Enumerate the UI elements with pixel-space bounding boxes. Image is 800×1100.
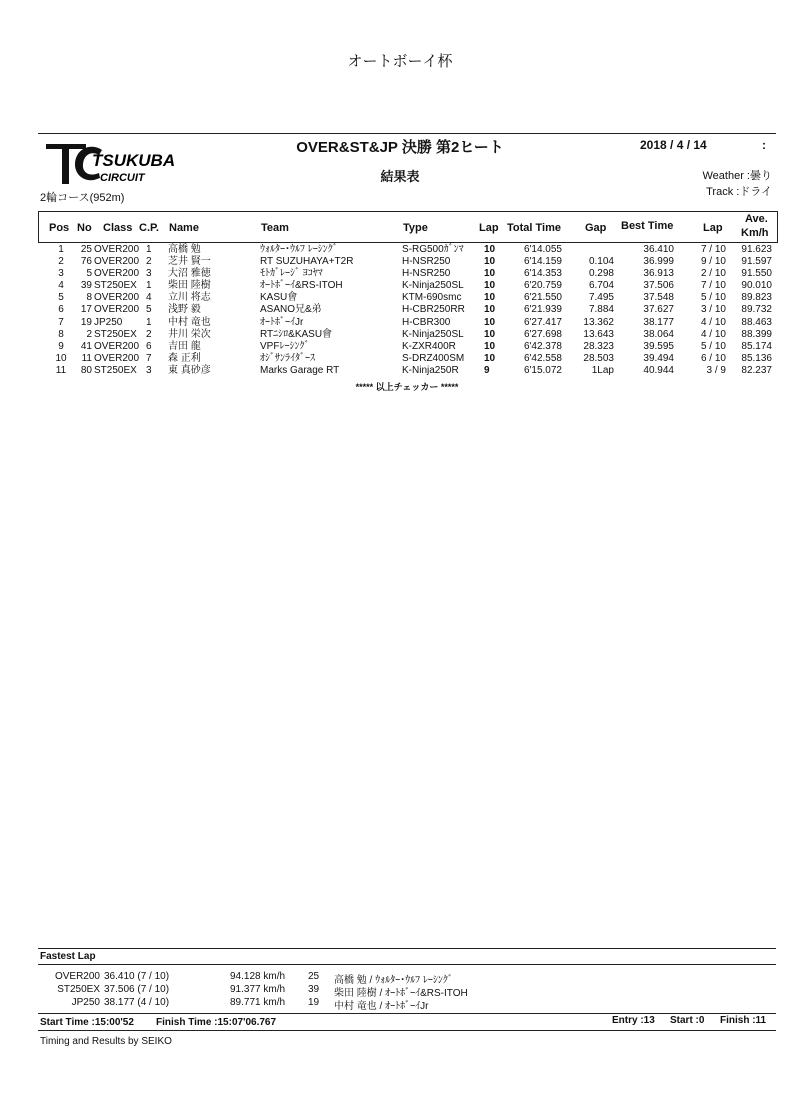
fl-rider: 中村 竜也 / ｵｰﾄﾎﾞｰｲJr	[334, 1001, 429, 1012]
fl-time: 38.177 (4 / 10)	[104, 997, 170, 1008]
machine-type: S-DRZ400SM	[402, 352, 465, 364]
cp: 1	[146, 280, 152, 292]
machine-type: KTM-690smc	[402, 292, 462, 304]
no: 8	[86, 292, 92, 304]
col-lap: Lap	[479, 222, 499, 234]
no: 41	[80, 340, 92, 352]
result-row	[38, 292, 776, 304]
pos: 6	[58, 304, 64, 316]
best-lap: 5 / 10	[700, 292, 726, 304]
track-label: Track :ドライ	[706, 186, 772, 198]
col-ave: Ave.	[745, 213, 768, 225]
footer-rule	[38, 1013, 776, 1014]
best-time: 38.064	[643, 328, 674, 340]
course-label: 2輪コース(952m)	[40, 192, 125, 204]
total-time: 6'14.055	[523, 244, 562, 255]
result-row	[38, 365, 776, 377]
cp: 1	[146, 244, 152, 255]
average-speed: 85.174	[741, 340, 772, 352]
machine-type: K-Ninja250SL	[402, 328, 464, 340]
fastest-top-rule	[38, 948, 776, 949]
machine-type: K-Ninja250R	[402, 364, 459, 376]
no: 80	[80, 364, 92, 376]
no: 2	[86, 328, 92, 340]
class: ST250EX	[94, 328, 137, 340]
best-time: 36.913	[643, 268, 674, 280]
team: ｵｰﾄﾎﾞｰｲJr	[260, 316, 304, 328]
laps: 10	[484, 328, 496, 340]
best-time: 39.494	[643, 352, 674, 364]
class: OVER200	[94, 352, 140, 364]
team: KASU會	[260, 292, 298, 304]
total-time: 6'42.378	[523, 340, 562, 352]
fastest-lap-row	[40, 997, 740, 1012]
team: ｳｫﾙﾀｰ･ｳﾙﾌ ﾚｰｼﾝｸﾞ	[260, 244, 338, 255]
rider-name: 森 正利	[168, 352, 201, 364]
result-row	[38, 244, 776, 256]
fl-time: 36.410 (7 / 10)	[104, 971, 170, 982]
team: ｵｼﾞｻﾝﾗｲﾀﾞｰｽ	[260, 352, 315, 364]
best-time: 37.627	[643, 304, 674, 316]
fl-rider: 高橋 勉 / ｳｫﾙﾀｰ･ｳﾙﾌ ﾚｰｼﾝｸﾞ	[334, 975, 453, 986]
cp: 2	[146, 256, 152, 268]
best-time: 39.595	[643, 340, 674, 352]
result-row	[38, 304, 776, 316]
best-lap: 7 / 10	[700, 280, 726, 292]
team: RT SUZUHAYA+T2R	[260, 256, 354, 268]
team: Marks Garage RT	[260, 364, 340, 376]
cp: 6	[146, 340, 152, 352]
finish-count: Finish :11	[720, 1015, 767, 1026]
gap: 28.323	[583, 340, 614, 352]
best-time: 38.177	[643, 316, 674, 328]
best-lap: 3 / 9	[706, 364, 726, 376]
no: 39	[80, 280, 92, 292]
gap: 7.884	[588, 304, 614, 316]
fastest-lap-row	[40, 971, 740, 986]
class: OVER200	[94, 304, 140, 316]
machine-type: S-RG500ｶﾞﾝﾏ	[402, 244, 464, 255]
pos: 10	[55, 352, 67, 364]
rider-name: 井川 栄次	[168, 328, 211, 340]
col-type: Type	[403, 222, 428, 234]
fl-speed: 94.128 km/h	[230, 971, 286, 982]
average-speed: 85.136	[741, 352, 772, 364]
col-no: No	[77, 222, 92, 234]
col-name: Name	[169, 222, 199, 234]
average-speed: 90.010	[741, 280, 772, 292]
laps: 10	[484, 268, 496, 280]
fl-class: OVER200	[54, 971, 100, 982]
pos: 5	[58, 292, 64, 304]
team: VPFﾚｰｼﾝｸﾞ	[260, 340, 310, 352]
result-row	[38, 280, 776, 292]
fl-speed: 91.377 km/h	[230, 984, 286, 995]
total-time: 6'14.353	[523, 268, 562, 280]
col-class: Class	[103, 222, 133, 234]
average-speed: 82.237	[741, 364, 772, 376]
cp: 3	[146, 364, 152, 376]
start-time: Start Time :15:00'52	[40, 1017, 134, 1028]
gap: 13.643	[583, 328, 614, 340]
cp: 4	[146, 292, 152, 304]
total-time: 6'27.698	[523, 328, 562, 340]
gap: 6.704	[588, 280, 614, 292]
rider-name: 浅野 毅	[168, 304, 201, 316]
rider-name: 高橋 勉	[168, 244, 201, 255]
total-time: 6'14.159	[523, 256, 562, 268]
machine-type: H-CBR250RR	[402, 304, 465, 316]
pos: 2	[58, 256, 64, 268]
date-colon: :	[762, 138, 766, 152]
fastest-title-rule	[38, 964, 776, 965]
col-best-time: Best Time	[621, 220, 674, 232]
fl-speed: 89.771 km/h	[230, 997, 286, 1008]
laps: 10	[484, 316, 496, 328]
race-date: 2018 / 4 / 14	[640, 138, 707, 152]
laps: 10	[484, 244, 496, 255]
total-time: 6'15.072	[523, 364, 562, 376]
laps: 10	[484, 352, 496, 364]
machine-type: H-NSR250	[402, 256, 451, 268]
best-time: 37.506	[643, 280, 674, 292]
race-title: OVER&ST&JP 決勝 第2ヒート	[296, 139, 504, 156]
machine-type: H-CBR300	[402, 316, 451, 328]
results-list	[38, 244, 776, 377]
rider-name: 吉田 龍	[168, 340, 201, 352]
cp: 2	[146, 328, 152, 340]
total-time: 6'27.417	[523, 316, 562, 328]
rider-name: 芝井 賢一	[168, 256, 211, 268]
rider-name: 大沼 雅徳	[168, 268, 211, 280]
machine-type: K-Ninja250SL	[402, 280, 464, 292]
class: ST250EX	[94, 364, 137, 376]
best-time: 37.548	[643, 292, 674, 304]
logo-sub-text: CIRCUIT	[100, 172, 145, 184]
fl-time: 37.506 (7 / 10)	[104, 984, 170, 995]
pos: 4	[58, 280, 64, 292]
timing-credit: Timing and Results by SEIKO	[40, 1036, 172, 1047]
best-lap: 2 / 10	[700, 268, 726, 280]
average-speed: 89.732	[741, 304, 772, 316]
page-header: オートボーイ杯	[347, 53, 453, 70]
cp: 1	[146, 316, 152, 328]
pos: 11	[55, 364, 67, 376]
bottom-rule	[38, 1030, 776, 1031]
gap: 0.298	[588, 268, 614, 280]
fastest-lap-title: Fastest Lap	[40, 951, 96, 962]
class: ST250EX	[94, 280, 137, 292]
result-row	[38, 329, 776, 341]
class: OVER200	[94, 244, 140, 255]
header-top-rule	[38, 133, 776, 134]
col-team: Team	[261, 222, 289, 234]
fl-no: 25	[308, 971, 320, 982]
fastest-lap-row	[40, 984, 740, 999]
total-time: 6'20.759	[523, 280, 562, 292]
cp: 3	[146, 268, 152, 280]
team: ﾓﾄｶﾞﾚｰｼﾞ ﾖｺﾔﾏ	[260, 268, 323, 280]
machine-type: H-NSR250	[402, 268, 451, 280]
race-subtitle: 結果表	[380, 169, 420, 184]
laps: 10	[484, 304, 496, 316]
col-kmh: Km/h	[741, 227, 769, 239]
total-time: 6'21.939	[523, 304, 562, 316]
class: OVER200	[94, 256, 140, 268]
col-best-lap: Lap	[703, 222, 723, 234]
gap: 1Lap	[591, 364, 614, 376]
total-time: 6'21.550	[523, 292, 562, 304]
team: ｵｰﾄﾎﾞｰｲ&RS-ITOH	[260, 280, 343, 292]
total-time: 6'42.558	[523, 352, 562, 364]
class: JP250	[94, 316, 123, 328]
pos: 1	[58, 244, 64, 255]
no: 76	[80, 256, 92, 268]
pos: 9	[58, 340, 64, 352]
laps: 10	[484, 340, 496, 352]
average-speed: 88.463	[741, 316, 772, 328]
results-header	[38, 211, 778, 243]
no: 25	[80, 244, 92, 255]
rider-name: 東 真砂彦	[168, 364, 211, 376]
col-pos: Pos	[49, 222, 70, 234]
gap: 0.104	[588, 256, 614, 268]
machine-type: K-ZXR400R	[402, 340, 456, 352]
result-row	[38, 256, 776, 268]
fl-no: 39	[308, 984, 320, 995]
best-lap: 5 / 10	[700, 340, 726, 352]
laps: 10	[484, 256, 496, 268]
best-lap: 6 / 10	[700, 352, 726, 364]
checker-note: ***** 以上チェッカー *****	[355, 382, 459, 392]
laps: 10	[484, 292, 496, 304]
result-row	[38, 353, 776, 365]
average-speed: 88.399	[741, 328, 772, 340]
rider-name: 柴田 陸樹	[168, 280, 211, 292]
gap: 28.503	[583, 352, 614, 364]
no: 5	[86, 268, 92, 280]
class: OVER200	[94, 340, 140, 352]
best-lap: 7 / 10	[700, 244, 726, 255]
team: ASANO兄&弟	[260, 304, 322, 316]
gap: 13.362	[583, 316, 614, 328]
no: 11	[81, 352, 92, 364]
best-lap: 3 / 10	[700, 304, 726, 316]
team: RTﾆｼﾛ&KASU會	[260, 328, 333, 340]
laps: 9	[484, 364, 490, 376]
best-lap: 4 / 10	[700, 316, 726, 328]
fl-class: ST250EX	[57, 984, 100, 995]
laps: 10	[484, 280, 496, 292]
fl-rider: 柴田 陸樹 / ｵｰﾄﾎﾞｰｲ&RS-ITOH	[334, 988, 468, 999]
class: OVER200	[94, 268, 140, 280]
best-lap: 4 / 10	[700, 328, 726, 340]
col-cp: C.P.	[139, 222, 159, 234]
cp: 7	[146, 352, 152, 364]
entry-count: Entry :13	[612, 1015, 655, 1026]
average-speed: 91.623	[741, 244, 772, 255]
col-gap: Gap	[585, 222, 607, 234]
best-time: 40.944	[643, 364, 674, 376]
no: 17	[80, 304, 92, 316]
pos: 3	[58, 268, 64, 280]
rider-name: 中村 竜也	[168, 316, 211, 328]
average-speed: 89.823	[741, 292, 772, 304]
logo-brand-text: TSUKUBA	[92, 151, 176, 170]
col-total-time: Total Time	[507, 222, 561, 234]
fl-class: JP250	[71, 997, 100, 1008]
tsukuba-circuit-logo	[42, 140, 212, 188]
best-time: 36.999	[643, 256, 674, 268]
no: 19	[80, 316, 92, 328]
best-time: 36.410	[643, 244, 674, 255]
result-row	[38, 341, 776, 353]
average-speed: 91.550	[741, 268, 772, 280]
rider-name: 立川 将志	[168, 292, 211, 304]
result-row	[38, 268, 776, 280]
start-count: Start :0	[670, 1015, 705, 1026]
best-lap: 9 / 10	[700, 256, 726, 268]
cp: 5	[146, 304, 152, 316]
class: OVER200	[94, 292, 140, 304]
finish-time: Finish Time :15:07'06.767	[156, 1017, 277, 1028]
pos: 8	[58, 328, 64, 340]
result-row	[38, 317, 776, 329]
gap: 7.495	[588, 292, 614, 304]
weather-label: Weather :曇り	[702, 170, 772, 182]
pos: 7	[58, 316, 64, 328]
fl-no: 19	[308, 997, 320, 1008]
average-speed: 91.597	[741, 256, 772, 268]
